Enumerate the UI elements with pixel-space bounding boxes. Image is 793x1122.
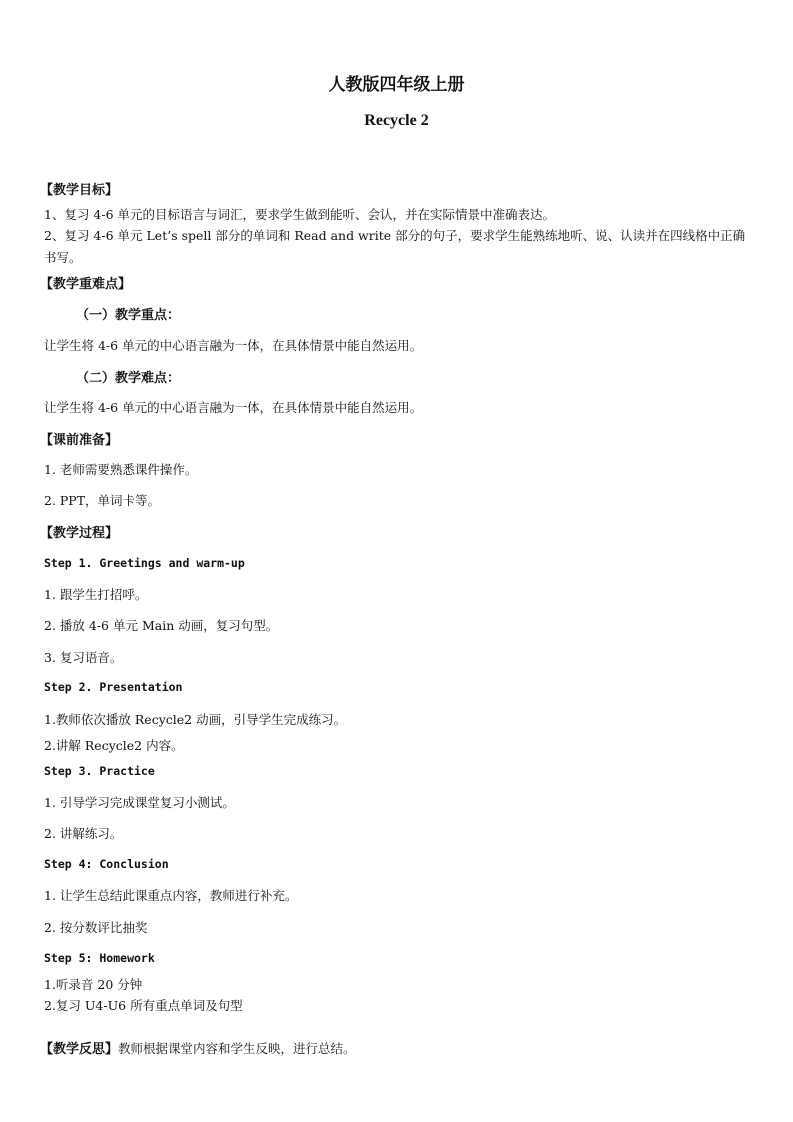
step-item: 1.教师依次播放 Recycle2 动画，引导学生完成练习。 xyxy=(44,712,347,727)
step-3-title: Step 3. Practice xyxy=(44,764,155,778)
preparation-item: 2. PPT，单词卡等。 xyxy=(44,493,161,508)
step-item: 2. 播放 4-6 单元 Main 动画，复习句型。 xyxy=(44,618,279,633)
step-item: 1. 跟学生打招呼。 xyxy=(44,587,148,602)
process-heading: 【教学过程】 xyxy=(40,526,119,541)
reflection-line xyxy=(40,1038,356,1057)
objectives-heading: 【教学目标】 xyxy=(40,183,119,198)
objective-item: 1、复习 4-6 单元的目标语言与词汇，要求学生做到能听、会认，并在实际情景中准确表达。 xyxy=(44,207,556,222)
key-points-heading: 【教学重难点】 xyxy=(40,277,132,292)
document-title: 人教版四年级上册 xyxy=(328,75,465,95)
step-item: 1.听录音 20 分钟 xyxy=(44,977,143,992)
step-item: 3. 复习语音。 xyxy=(44,650,123,665)
step-2-title: Step 2. Presentation xyxy=(44,680,183,694)
step-item: 1. 引导学习完成课堂复习小测试。 xyxy=(44,795,235,810)
focus-text: 让学生将 4-6 单元的中心语言融为一体，在具体情景中能自然运用。 xyxy=(44,338,423,353)
step-item: 2.复习 U4-U6 所有重点单词及句型 xyxy=(44,998,243,1013)
step-1-title: Step 1. Greetings and warm-up xyxy=(44,556,245,570)
step-item: 2.讲解 Recycle2 内容。 xyxy=(44,738,184,753)
preparation-heading: 【课前准备】 xyxy=(40,433,119,448)
document-subtitle: Recycle 2 xyxy=(364,112,429,129)
objective-item: 2、复习 4-6 单元 Let’s spell 部分的单词和 Read and write 部分的句子，要求学生能熟练地听、说、认读并在四线格中正确书写。 xyxy=(44,228,746,265)
reflection-heading: 【教学反思】 xyxy=(40,1042,119,1057)
step-item: 2. 按分数评比抽奖 xyxy=(44,920,148,935)
reflection-text: 教师根据课堂内容和学生反映，进行总结。 xyxy=(118,1041,356,1056)
preparation-item: 1. 老师需要熟悉课件操作。 xyxy=(44,462,198,477)
step-item: 2. 讲解练习。 xyxy=(44,826,123,841)
step-4-title: Step 4: Conclusion xyxy=(44,857,169,871)
difficulty-heading: （二）教学难点： xyxy=(76,371,181,386)
step-item: 1. 让学生总结此课重点内容，教师进行补充。 xyxy=(44,888,298,903)
step-5-title: Step 5: Homework xyxy=(44,951,155,965)
difficulty-text: 让学生将 4-6 单元的中心语言融为一体，在具体情景中能自然运用。 xyxy=(44,400,423,415)
focus-heading: （一）教学重点： xyxy=(76,308,181,323)
